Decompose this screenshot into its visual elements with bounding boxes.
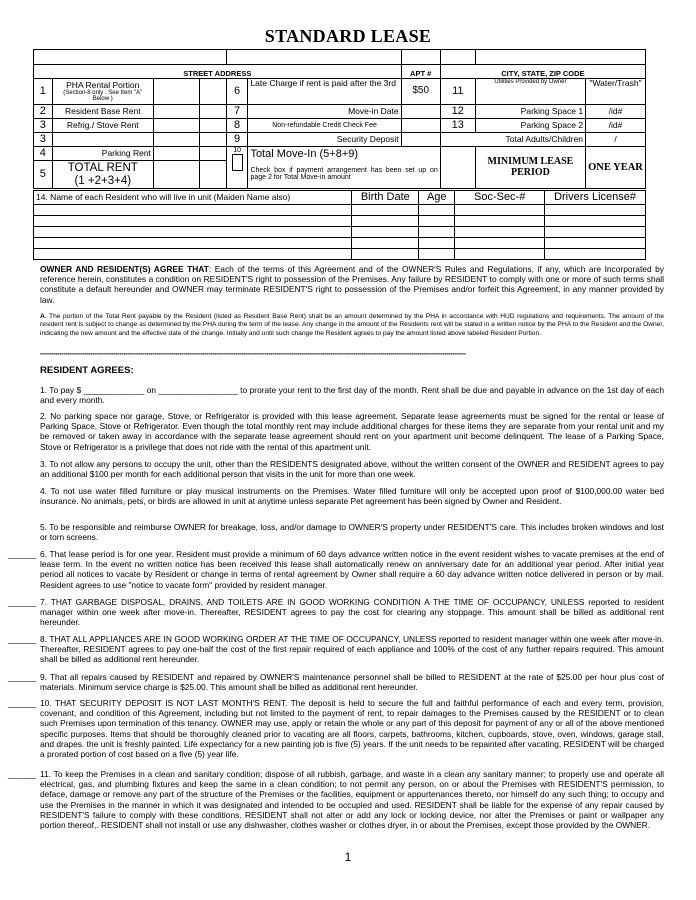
table-row[interactable]: [34, 205, 646, 216]
row-number: 2: [34, 105, 53, 119]
total-adults-children-label: Total Adults/Children: [440, 133, 585, 147]
initial-blank[interactable]: ______: [8, 769, 36, 779]
total-move-in-number-cell: [226, 147, 248, 189]
move-in-date-field[interactable]: [401, 105, 440, 119]
row-number: 10: [233, 147, 241, 154]
row-number: 6: [226, 79, 248, 105]
row-number: 4: [34, 147, 53, 161]
late-charge-label: Late Charge if rent is paid after the 3rd: [248, 79, 401, 105]
agreement-intro-text: : Each of the terms of this Agreement and of the OWNER'S Rules and Regulations, if any, which are Incorporated by reference herein, constitutes a condition on RESIDENT'S right to possession of the Premises. Any failure by RESIDENT to comply with one or more of such terms shall constitute a default hereunder and OWNER may terminate RESIDENT'S right to possession of the Premises and/or forfeit this Agreement, in any manner provided by law.: [40, 264, 664, 305]
initial-blank[interactable]: ______: [8, 549, 36, 559]
pha-rental-portion-label: [52, 79, 153, 105]
agreement-item-5: 5. To be responsible and reimburse OWNER for breakage, loss, and/or damage to OWNER'S property under RESIDENT'S care. This includes broken windows and lost or torn screens.: [40, 522, 664, 543]
apt-header: APT #: [401, 65, 440, 79]
security-deposit-label: Security Deposit: [248, 133, 401, 147]
total-rent-label: [52, 161, 153, 189]
row-number: 8: [226, 119, 248, 133]
total-move-in-field[interactable]: [440, 147, 475, 189]
residents-table: [33, 190, 646, 260]
table-row[interactable]: [34, 238, 646, 249]
total-move-in-note: Check box if payment arrangement has been set up on page 2 for Total Move-in amount: [250, 166, 438, 181]
agreement-item-4: 4. To not use water filled furniture or play musical instruments on the Premises. Water filled furniture will only be accepted upon proof of $100,000.00 water bed insurance. No animals, pets, or birds are allowed in unit at anytime unless separate Pet agreement has been signed by Owner and Resident.: [40, 486, 664, 507]
row-number: 12: [440, 105, 475, 119]
agreement-intro: [40, 264, 664, 305]
pha-rental-portion-field[interactable]: [153, 79, 199, 105]
agreement-item-6: 6. That lease period is for one year. Resident must provide a minimum of 60 days advance written notice in the event resident wishes to vacate premises at the end of lease term. In the event no written notice has been received this lease shall automatically renew on anniversary date for an additional year period. After initial year period all notices to vacate by Resident or change in terms of rental agreement by Owner shall require a 60 day advance written notice delivered in person or by mail. Resident agrees to use "notice to vacate form" provided by resident manager.: [40, 549, 664, 590]
total-move-in-cell: [248, 147, 440, 189]
table-row[interactable]: [34, 227, 646, 238]
item-a-text: . The portion of the Total Rent payable by the Resident (listed as Resident Base Rent) shall be an amount determined by the PHA in accordance with HUD regulations and requirements. The amount of the resident rent is subject to change as determined by the PHA during the term of the lease. Any change in the amount of the Residents rent will be stated in a written notice by the PHA to the Resident and the Owner, indicating the new amount and the effective date of the change. Initially and until such change the Resident agrees to pay the amount listed above labeled Resident Portion.: [40, 313, 664, 337]
agreement-item-7: 7. THAT GARBAGE DISPOSAL, DRAINS, AND TOILETS ARE IN GOOD WORKING CONDITION A THE TIME OF OCCUPANCY, UNLESS reported to resident manager within one week after move-in. Thereafter, RESIDENT agrees to pay the cost for clearing any stoppage. This amount shall be billed as additional rent hereunder.: [40, 597, 664, 628]
table-row[interactable]: [34, 216, 646, 227]
label-note: (Section-8 only . See Item "A" Below ): [63, 89, 143, 102]
row-number: 1: [34, 79, 53, 105]
drivers-license-header: Drivers License#: [545, 191, 646, 205]
parking-rent-label: Parking Rent: [52, 147, 153, 161]
agreement-item-8: 8. THAT ALL APPLIANCES ARE IN GOOD WORKING ORDER AT THE TIME OF OCCUPANCY, UNLESS reported to resident manager within one week after move-in. Thereafter, RESIDENT agrees to pay one-half the cost of the first repair required of each appliance and 100% of the cost of any further repairs required. This amount shall be billed as additional rent hereunder.: [40, 634, 664, 665]
utilities-label: Utilities Provided by Owner: [475, 79, 585, 105]
row-number: 5: [34, 161, 53, 189]
utilities-value[interactable]: "Water/Trash": [586, 79, 646, 105]
initial-blank[interactable]: ______: [8, 672, 36, 682]
resident-base-rent-label: Resident Base Rent: [52, 105, 153, 119]
parking-rent-field[interactable]: [153, 147, 199, 161]
initial-blank[interactable]: ______: [8, 698, 36, 708]
row-number: 7: [226, 105, 248, 119]
page-title: STANDARD LEASE: [264, 26, 432, 46]
agreement-item-11: 11. To keep the Premises in a clean and sanitary condition; dispose of all rubbish, garbage, and waste in a clean any sanitary manner; to properly use and operate all electrical, gas, and plumbing fixtures and keep the same in a clean condition; to not permit any person, on or about the Premises with RESIDENT'S permission, to deface, damage or remove any part of the structure of the Premises or the facilities, equipment or appurtenances thereto, nor himself do any such thing; to occupy and use the Premises in the manner in which it was designated and intended to be occupied and used. RESIDENT shall be liable for the expense of any repair caused by RESIDENT'S failure to comply with these conditions. RESIDENT shall not alter or add any lock or locking device, nor alter the Premises or paint or wallpaper any portion thereof,. RESIDENT shall not install or use any dishwasher, clothes washer or clothes dryer, in or about the Premises, except those provided by the OWNER.: [40, 769, 664, 831]
total-adults-children-value[interactable]: /: [586, 133, 646, 147]
credit-check-fee-field[interactable]: [401, 119, 440, 133]
street-address-header: STREET ADDRESS: [34, 65, 402, 79]
birth-date-header: Birth Date: [352, 191, 419, 205]
parking-space-2-value[interactable]: /id#: [586, 119, 646, 133]
late-charge-value[interactable]: $50: [401, 79, 440, 105]
row-number: 3: [34, 119, 53, 133]
parking-space-1-value[interactable]: /id#: [586, 105, 646, 119]
agreement-item-3: 3. To not allow any persons to occupy the unit, other than the RESIDENTS designated above, without the written consent of the OWNER and RESIDENT agrees to pay an additional $100 per month for each additional person that visits in the unit for more than one week.: [40, 459, 664, 480]
city-header: CITY, STATE, ZIP CODE: [440, 65, 645, 79]
total-rent-text: TOTAL RENT: [67, 162, 138, 175]
page-number: 1: [344, 850, 352, 864]
label-text: PHA Rental Portion: [66, 79, 140, 90]
lease-period-value: ONE YEAR: [586, 147, 646, 189]
refrig-stove-rent-field[interactable]: [153, 119, 199, 133]
total-rent-formula: (1 +2+3+4): [74, 174, 132, 187]
lease-info-table: [33, 49, 646, 189]
parking-space-1-label: Parking Space 1: [475, 105, 585, 119]
item-a: [40, 313, 664, 338]
agreement-item-9: 9. That all repairs caused by RESIDENT and repaired by OWNER'S maintenance personnel shall be billed to RESIDENT at the rate of $25.00 per hour plus cost of materials. Minimum service charge is $25.00. This amount shall be billed as additional rent hereunder.: [40, 672, 664, 693]
security-deposit-field[interactable]: [401, 133, 440, 147]
agreement-item-2: 2. No parking space nor garage, Stove, or Refrigerator is provided with this lease agreement. Separate lease agreements must be signed for the rental or lease of Parking Space, Stove or Refrigerator. Even though the total monthly rent may include additional charges for these items they are separate from your rental unit and my be removed or taken away in accordance with the separate lease agreement should rent on your apartment unit become delinquent. The lease of a Parking Space, Stove or Refrigerator is a privilege that does not ride with the rental of this apartment unit.: [40, 411, 664, 452]
agreement-item-1: 1. To pay $ _____________ on _________________ to prorate your rent to the first day of the month. Rent shall be due and payable in advance on the 1st day of each and every month.: [40, 385, 664, 406]
row-number: 3: [34, 133, 53, 147]
resident-agrees-heading: RESIDENT AGREES:: [40, 365, 134, 376]
soc-sec-header: Soc-Sec-#: [455, 191, 545, 205]
row-number: 9: [226, 133, 248, 147]
credit-check-fee-label: Non-refundable Credit Check Fee: [248, 119, 401, 133]
resident-names-header: 14. Name of each Resident who will live in unit (Maiden Name also): [34, 191, 352, 205]
divider-stars: ****************************************************************************************************************************************************************************************************************************: [40, 353, 466, 359]
row-number: 11: [440, 79, 475, 105]
agreement-intro-heading: OWNER AND RESIDENT(S) AGREE THAT: [40, 264, 209, 274]
total-rent-field[interactable]: [153, 161, 199, 189]
refrig-stove-rent-label: Refrig./ Stove Rent: [52, 119, 153, 133]
agreement-item-10: 10. THAT SECURITY DEPOSIT IS NOT LAST MONTH'S RENT. The deposit is held to secure the full and faithful performance of each and every term, provision, covenant, and condition of this Agreement, including but not limited to the payment of rent, to repair damages to the Premises caused by the RESIDENT or to clean such Premises upon termination of this tenancy. OWNER may use, apply or retain the whole or any part of this deposit for payment of any or all of the above mentioned specific purposes. Items that should be thoroughly cleaned prior to vacating are all floors, carpets, bathrooms, kitchen, cupboards, stove, oven, windows, garage stall, and drapes. the unit is freshly painted. Life expectancy for a new painting job is five (5) years. If the unit needs to be repainted after vacating, RESIDENT will be charged a prorated portion of cost based on a five (5) year life.: [40, 698, 664, 760]
resident-base-rent-field[interactable]: [153, 105, 199, 119]
table-row[interactable]: [34, 249, 646, 260]
refrig-stove-rent-label-spacer: [52, 133, 153, 147]
initial-blank[interactable]: ______: [8, 597, 36, 607]
total-move-in-label: Total Move-In (5+8+9): [250, 148, 359, 160]
payment-arrangement-checkbox[interactable]: [232, 154, 243, 171]
item-a-letter: A: [40, 313, 45, 320]
move-in-date-label: Move-in Date: [248, 105, 401, 119]
row-number: 13: [440, 119, 475, 133]
parking-space-2-label: Parking Space 2: [475, 119, 585, 133]
initial-blank[interactable]: ______: [8, 634, 36, 644]
age-header: Age: [419, 191, 455, 205]
minimum-lease-period-label: MINIMUM LEASE PERIOD: [475, 147, 585, 189]
